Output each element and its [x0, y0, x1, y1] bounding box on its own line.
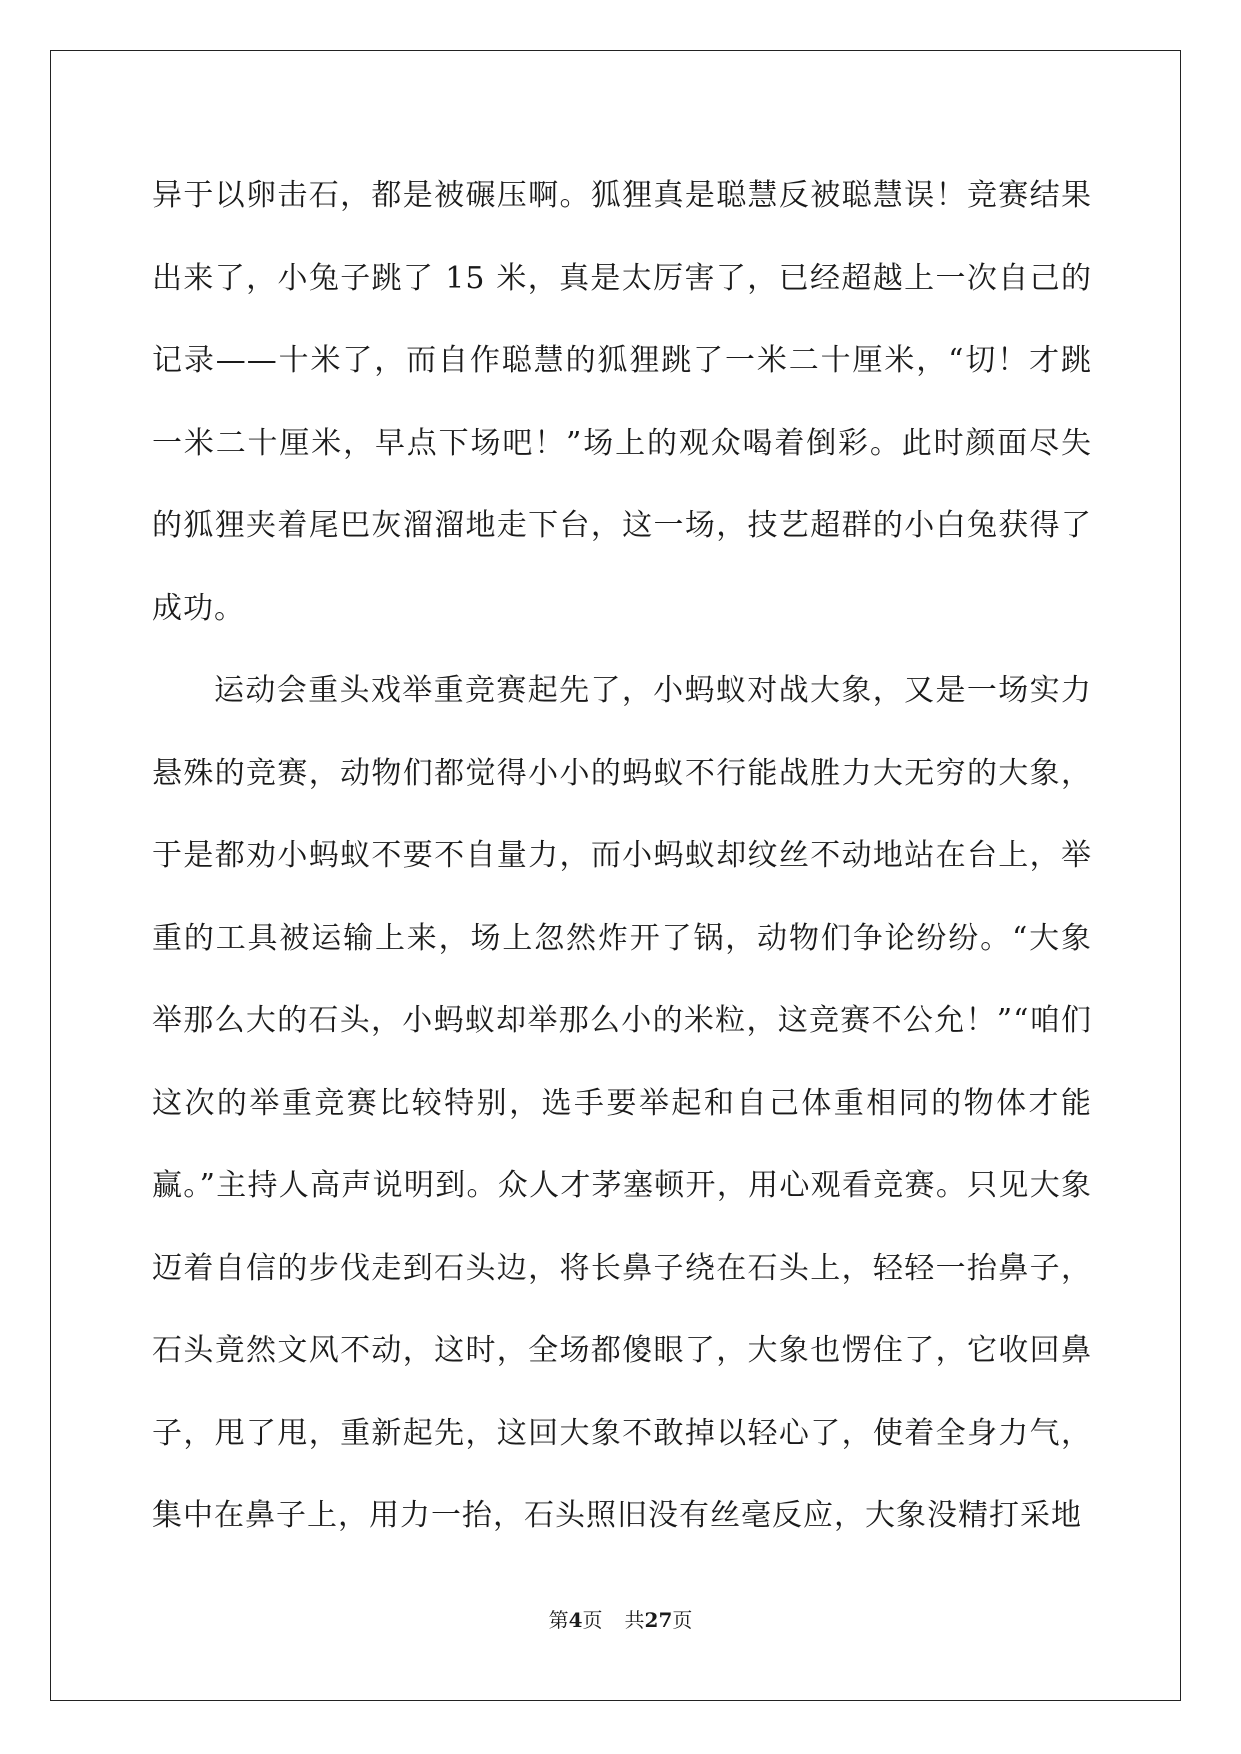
page-footer: [0, 1608, 1241, 1632]
page-suffix: 页: [582, 1608, 603, 1632]
page-number: 4: [568, 1608, 583, 1632]
paragraph-1: 异于以卵击石，都是被碾压啊。狐狸真是聪慧反被聪慧误！竞赛结果出来了，小兔子跳了 15 米，真是太厉害了，已经超越上一次自己的记录——十米了，而自作聪慧的狐狸跳了一米二十厘米，“切！才跳一米二十厘米，早点下场吧！”场上的观众喝着倒彩。此时颜面尽失的狐狸夹着尾巴灰溜溜地走下台，这一场，技艺超群的小白兔获得了成功。: [152, 178, 1092, 626]
paragraph-2: 运动会重头戏举重竞赛起先了，小蚂蚁对战大象，又是一场实力悬殊的竞赛，动物们都觉得小小的蚂蚁不行能战胜力大无穷的大象，于是都劝小蚂蚁不要不自量力，而小蚂蚁却纹丝不动地站在台上，举重的工具被运输上来，场上忽然炸开了锅，动物们争论纷纷。“大象举那么大的石头，小蚂蚁却举那么小的米粒，这竞赛不公允！”“咱们这次的举重竞赛比较特别，选手要举起和自己体重相同的物体才能赢。”主持人高声说明到。众人才茅塞顿开，用心观看竞赛。只见大象迈着自信的步伐走到石头边，将长鼻子绕在石头上，轻轻一抬鼻子，石头竟然文风不动，这时，全场都傻眼了，大象也愣住了，它收回鼻子，甩了甩，重新起先，这回大象不敢掉以轻心了，使着全身力气，集中在鼻子上，用力一抬，石头照旧没有丝毫反应，大象没精打采地: [152, 673, 1092, 1533]
document-body: [152, 155, 1092, 1558]
page-prefix: 第: [548, 1608, 569, 1632]
total-prefix: 共: [624, 1608, 645, 1632]
total-pages: 27: [644, 1608, 673, 1632]
total-suffix: 页: [672, 1608, 693, 1632]
